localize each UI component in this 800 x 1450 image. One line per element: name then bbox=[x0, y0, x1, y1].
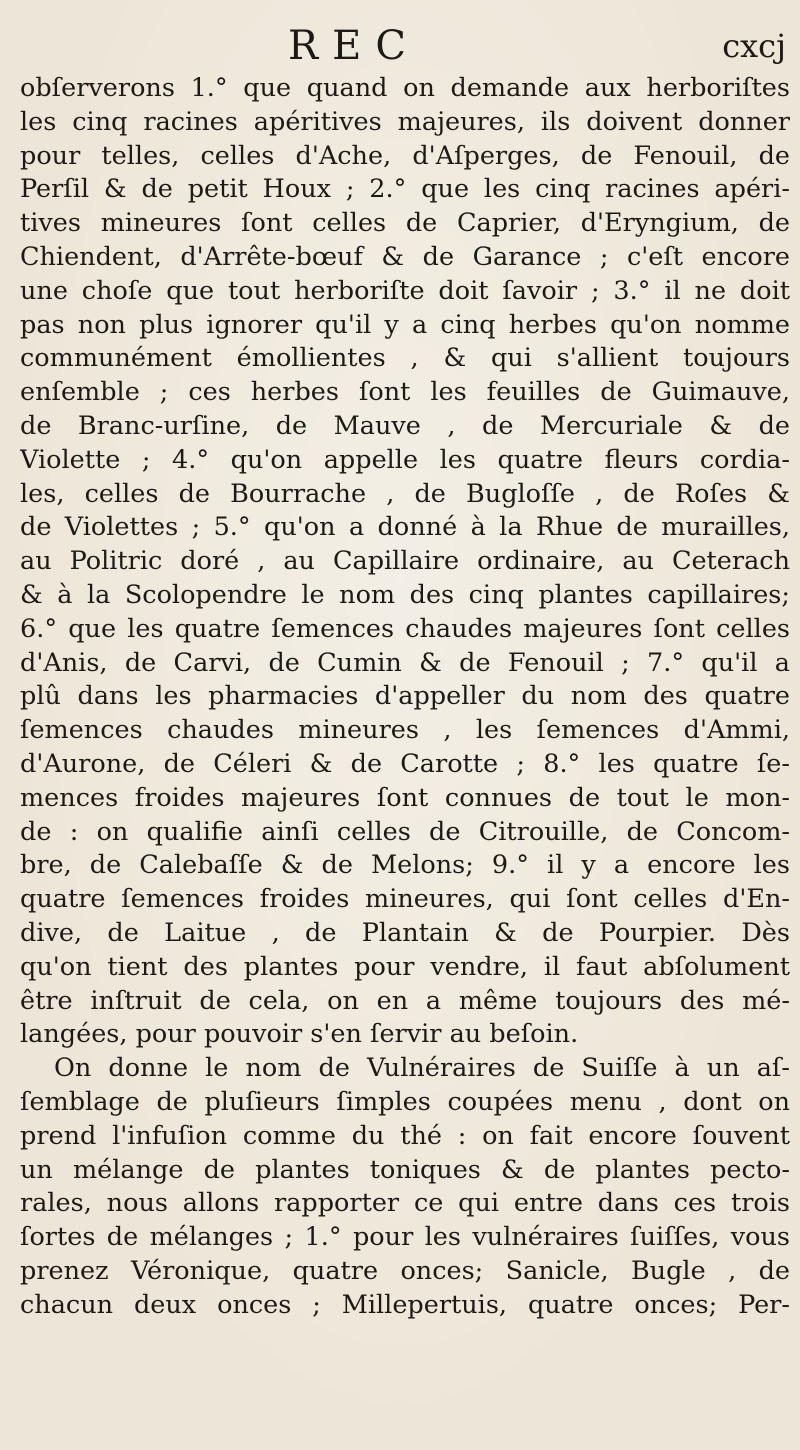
text-line: Perſil & de petit Houx ; 2.° que les cinq racines apéri- bbox=[20, 174, 790, 205]
text-line: communément émollientes , & qui s'allient toujours bbox=[20, 343, 790, 374]
text-line: au Politric doré , au Capillaire ordinaire, au Ceterach bbox=[20, 546, 790, 577]
page-header bbox=[0, 22, 800, 70]
text-line: obſerverons 1.° que quand on demande aux herboriſtes bbox=[20, 73, 790, 103]
text-line: 6.° que les quatre ſemences chaudes majeures ſont celles bbox=[20, 613, 790, 644]
paragraph-2 bbox=[20, 1052, 790, 1322]
page-number: cxcj bbox=[722, 27, 786, 65]
body-text bbox=[20, 72, 790, 1322]
text-line: On donne le nom de Vulnéraires de Suiſſe à un aſ- bbox=[54, 1053, 790, 1084]
text-line: langées, pour pouvoir s'en ſervir au beſoin. bbox=[20, 1019, 579, 1050]
text-line: tives mineures ſont celles de Caprier, d'Eryngium, de bbox=[20, 208, 790, 239]
text-line: ſemblage de pluſieurs ſimples coupées menu , dont on bbox=[20, 1086, 790, 1117]
text-line: d'Aurone, de Céleri & de Carotte ; 8.° les quatre ſe- bbox=[20, 748, 790, 779]
text-line: Violette ; 4.° qu'on appelle les quatre fleurs cordia- bbox=[20, 444, 790, 475]
text-line: rales, nous allons rapporter ce qui entre dans ces trois bbox=[20, 1188, 790, 1219]
text-line: qu'on tient des plantes pour vendre, il faut abſolument bbox=[20, 951, 790, 982]
text-line: & à la Scolopendre le nom des cinq plantes capillaires; bbox=[20, 579, 790, 610]
text-line: chacun deux onces ; Millepertuis, quatre onces; Per- bbox=[20, 1289, 790, 1320]
text-line: pas non plus ignorer qu'il y a cinq herbes qu'on nomme bbox=[20, 309, 790, 340]
text-line: ſemences chaudes mineures , les ſemences d'Ammi, bbox=[20, 715, 790, 746]
text-line: de : on qualifie ainſi celles de Citrouille, de Concom- bbox=[20, 816, 790, 847]
text-line: enſemble ; ces herbes ſont les feuilles de Guimauve, bbox=[20, 377, 790, 408]
text-line: une choſe que tout herboriſte doit ſavoir ; 3.° il ne doit bbox=[20, 275, 790, 306]
running-head: REC bbox=[288, 23, 420, 69]
text-line: être inſtruit de cela, on en a même toujours des mé- bbox=[20, 985, 790, 1016]
text-line: quatre ſemences froides mineures, qui ſont celles d'En- bbox=[20, 884, 790, 915]
text-line: de Branc-urſine, de Mauve , de Mercuriale & de bbox=[20, 410, 790, 441]
text-line: dive, de Laitue , de Plantain & de Pourpier. Dès bbox=[20, 917, 790, 948]
text-line: de Violettes ; 5.° qu'on a donné à la Rhue de murailles, bbox=[20, 512, 790, 543]
text-line: d'Anis, de Carvi, de Cumin & de Fenouil ; 7.° qu'il a bbox=[20, 647, 790, 678]
text-line: bre, de Calebaſſe & de Melons; 9.° il y a encore les bbox=[20, 850, 790, 881]
paragraph-1 bbox=[20, 72, 790, 1052]
text-line: pour telles, celles d'Ache, d'Aſperges, de Fenouil, de bbox=[20, 140, 790, 171]
text-line: plû dans les pharmacies d'appeller du nom des quatre bbox=[20, 681, 790, 712]
text-line: prend l'infuſion comme du thé : on fait encore ſouvent bbox=[20, 1120, 790, 1151]
text-line: ſortes de mélanges ; 1.° pour les vulnéraires ſuiſſes, vous bbox=[20, 1222, 790, 1253]
text-line: un mélange de plantes toniques & de plantes pecto- bbox=[20, 1154, 790, 1185]
text-line: mences froides majeures ſont connues de tout le mon- bbox=[20, 782, 790, 813]
text-line: prenez Véronique, quatre onces; Sanicle, Bugle , de bbox=[20, 1255, 790, 1286]
text-line: les, celles de Bourrache , de Bugloſſe , de Roſes & bbox=[20, 478, 790, 509]
text-line: les cinq racines apéritives majeures, ils doivent donner bbox=[20, 106, 790, 137]
text-line: Chiendent, d'Arrête-bœuf & de Garance ; c'eſt encore bbox=[20, 241, 790, 272]
